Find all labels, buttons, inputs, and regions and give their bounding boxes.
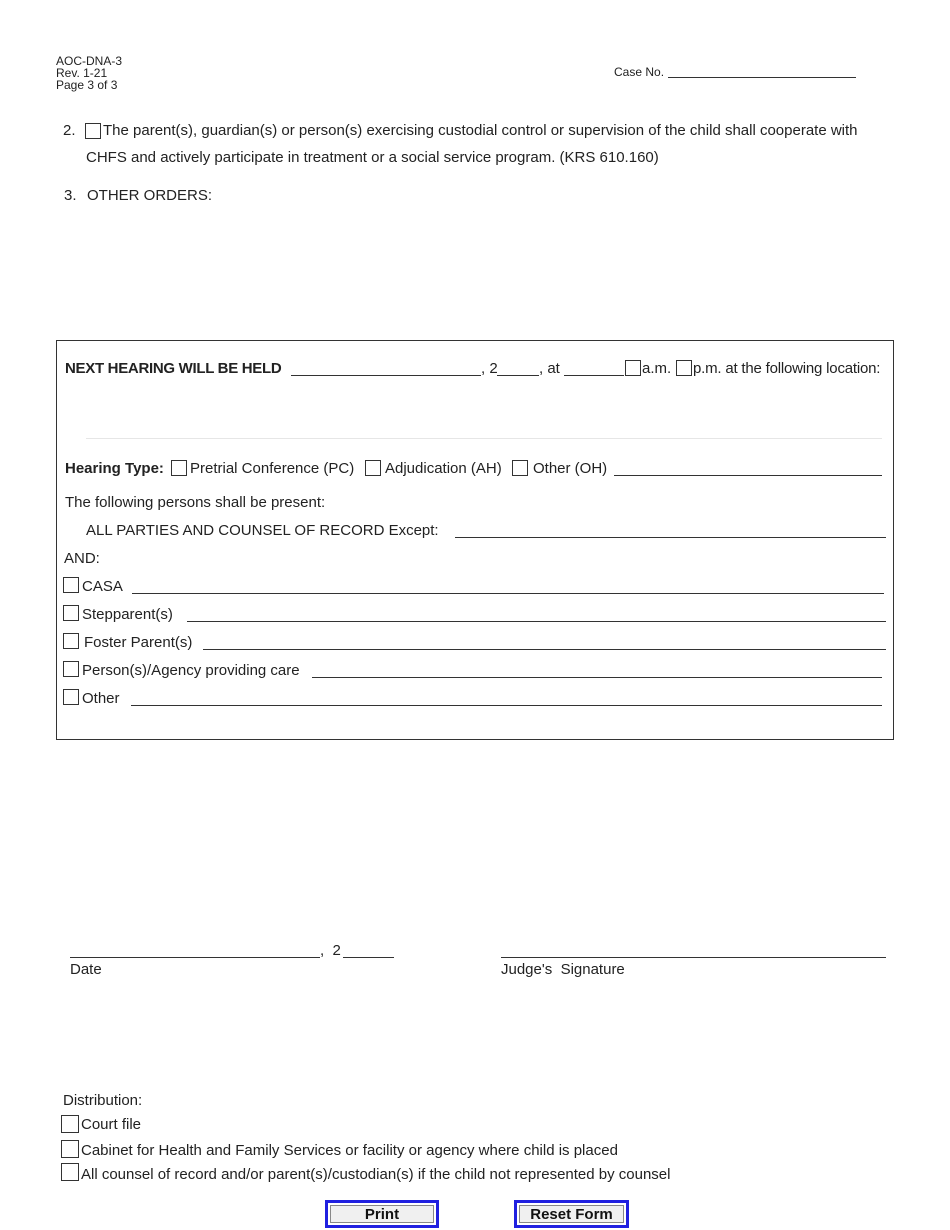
pc-label: Pretrial Conference (PC) (190, 460, 355, 477)
item2-line1: The parent(s), guardian(s) or person(s) exercising custodial control or supervision of the child shall cooperate with (103, 122, 858, 139)
location-field[interactable] (86, 438, 882, 439)
agency-checkbox[interactable] (63, 661, 79, 677)
item3-number: 3. (64, 187, 77, 204)
reset-form-button[interactable] (514, 1200, 629, 1228)
counsel-checkbox[interactable] (61, 1163, 79, 1181)
foster-parent-field[interactable] (203, 649, 886, 650)
cabinet-checkbox[interactable] (61, 1140, 79, 1158)
and-label: AND: (64, 550, 100, 567)
foster-parent-label: Foster Parent(s) (84, 634, 193, 651)
other-orders-label: OTHER ORDERS: (87, 187, 213, 204)
other-person-field[interactable] (131, 705, 882, 706)
agency-label: Person(s)/Agency providing care (82, 662, 300, 679)
casa-field[interactable] (132, 593, 884, 594)
court-file-label: Court file (81, 1116, 142, 1133)
item2-number: 2. (63, 122, 76, 139)
distribution-label: Distribution: (63, 1092, 143, 1109)
print-button-label: Print (330, 1205, 434, 1223)
other-person-label: Other (82, 690, 120, 707)
next-hearing-label: NEXT HEARING WILL BE HELD (65, 360, 282, 377)
cabinet-label: Cabinet for Health and Family Services or facility or agency where child is placed (81, 1142, 618, 1159)
case-no-label: Case No. (614, 65, 665, 79)
except-field[interactable] (455, 537, 886, 538)
foster-parent-checkbox[interactable] (63, 633, 79, 649)
judge-signature-label: Judge's Signature (501, 961, 625, 978)
date-field[interactable] (70, 957, 320, 958)
pc-checkbox[interactable] (171, 460, 187, 476)
hearing-box (56, 340, 894, 740)
present-label: The following persons shall be present: (65, 494, 326, 511)
oh-field[interactable] (614, 475, 882, 476)
oh-checkbox[interactable] (512, 460, 528, 476)
hearing-year-field[interactable] (497, 375, 539, 376)
agency-field[interactable] (312, 677, 882, 678)
pm-location-label: p.m. at the following location: (693, 360, 881, 377)
casa-label: CASA (82, 578, 123, 595)
date-label: Date (70, 961, 102, 978)
page-number: Page 3 of 3 (56, 78, 118, 92)
hearing-year-prefix: , 2 (481, 360, 498, 377)
item2-checkbox[interactable] (85, 123, 101, 139)
am-label: a.m. (642, 360, 672, 377)
stepparent-label: Stepparent(s) (82, 606, 173, 623)
signature-year-field[interactable] (343, 957, 394, 958)
pm-checkbox[interactable] (676, 360, 692, 376)
judge-signature-field[interactable] (501, 957, 886, 958)
form-revision: Rev. 1-21 (56, 66, 108, 80)
stepparent-checkbox[interactable] (63, 605, 79, 621)
hearing-date-field[interactable] (291, 375, 481, 376)
hearing-time-field[interactable] (564, 375, 624, 376)
form-id: AOC-DNA-3 (56, 54, 123, 68)
other-person-checkbox[interactable] (63, 689, 79, 705)
oh-label: Other (OH) (533, 460, 608, 477)
stepparent-field[interactable] (187, 621, 886, 622)
hearing-at-label: , at (539, 360, 560, 377)
hearing-type-label: Hearing Type: (65, 460, 164, 477)
item2-line2: CHFS and actively participate in treatment or a social service program. (KRS 610.160) (86, 149, 659, 166)
counsel-label: All counsel of record and/or parent(s)/custodian(s) if the child not represented by counsel (81, 1166, 671, 1183)
court-file-checkbox[interactable] (61, 1115, 79, 1133)
all-parties-label: ALL PARTIES AND COUNSEL OF RECORD Except: (86, 522, 439, 539)
reset-form-button-label: Reset Form (519, 1205, 624, 1223)
ah-checkbox[interactable] (365, 460, 381, 476)
print-button[interactable] (325, 1200, 439, 1228)
signature-year-prefix: , 2 (320, 942, 341, 959)
ah-label: Adjudication (AH) (385, 460, 502, 477)
am-checkbox[interactable] (625, 360, 641, 376)
case-no-field[interactable] (668, 77, 856, 78)
casa-checkbox[interactable] (63, 577, 79, 593)
